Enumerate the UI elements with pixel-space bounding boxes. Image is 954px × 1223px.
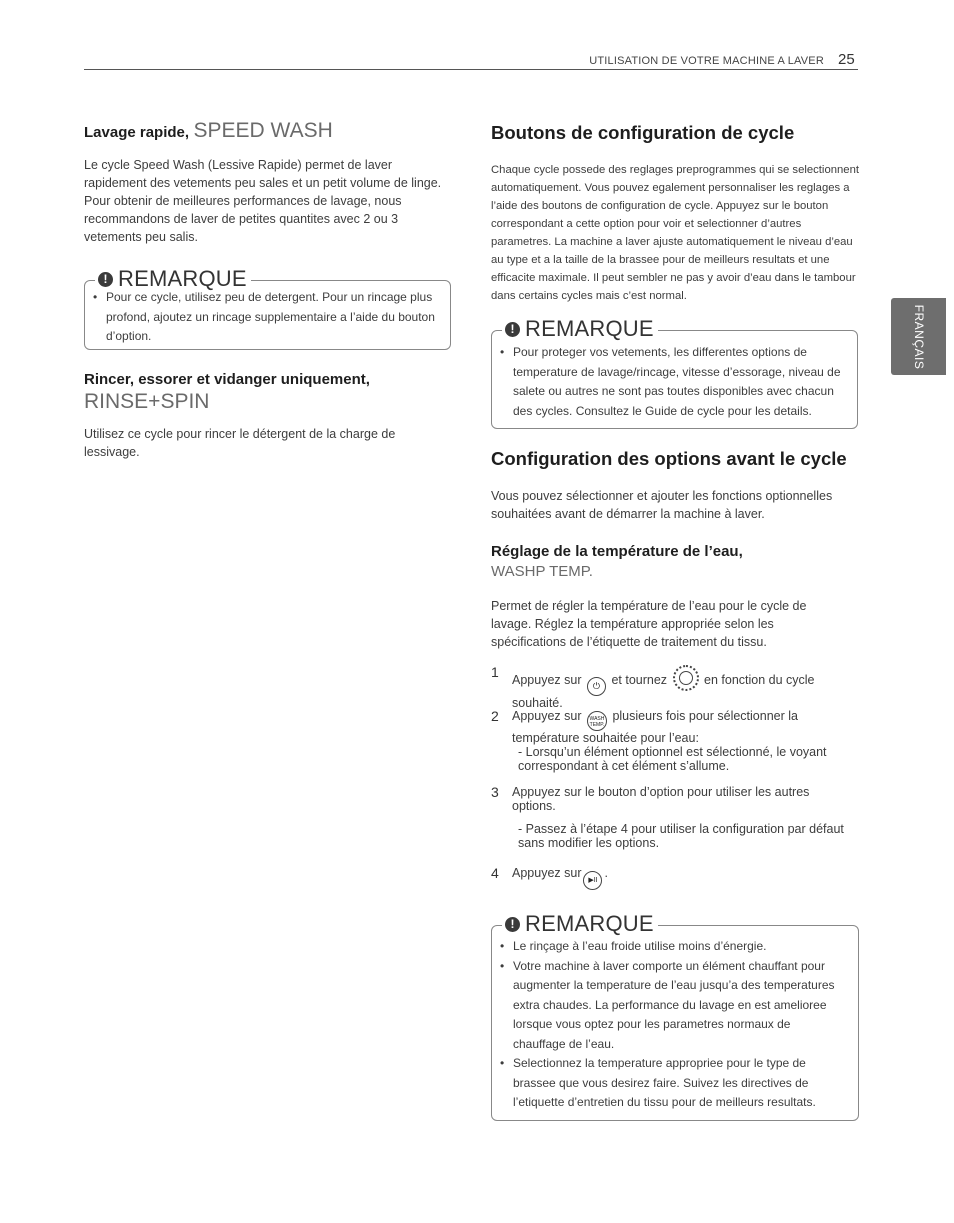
step-1-text-b: et tournez — [611, 673, 668, 687]
note-3-item: • Votre machine à laver comporte un élément chauffant pour augmenter la temperature de l’eau jusqu’a des temperatures extra chaudes. La performance du lavage en est amelioree lorsque vous optez pour les parametres normaux de chauffage de l’eau. — [499, 957, 844, 1055]
note-3-item: • Le rinçage à l’eau froide utilise moins d’énergie. — [499, 937, 844, 957]
config-options-body: Vous pouvez sélectionner et ajouter les fonctions optionnelles souhaitées avant de démarrer la machine à laver. — [491, 489, 833, 521]
step-2-text-a: Appuyez sur — [512, 709, 582, 723]
config-options-heading: Configuration des options avant le cycle — [491, 448, 847, 469]
exclamation-icon: ! — [98, 272, 113, 287]
step-1-text — [512, 665, 842, 710]
step-2 — [491, 709, 861, 779]
speed-wash-heading — [84, 119, 454, 143]
note-1-item: • Pour ce cycle, utilisez peu de detergent. Pour un rincage plus profond, ajoutez un rincage supplementaire a l’aide du bouton d’option. — [92, 288, 442, 347]
step-1-text-a: Appuyez sur — [512, 673, 582, 687]
start-pause-button-icon: ▶II — [583, 871, 602, 890]
note-3-item: • Selectionnez la temperature appropriee pour le type de brassee que vous desirez faire. Suivez les directives de l’etiquette d’entretien du tissu pour de meilleurs resultats. — [499, 1054, 844, 1113]
note-1-title: REMARQUE — [118, 266, 247, 291]
step-1-text-c: en fonction du cycle souhaité. — [512, 673, 815, 710]
step-4 — [491, 866, 861, 886]
step-2-number: 2 — [491, 708, 499, 724]
step-2-text-b: plusieurs fois pour sélectionner la température souhaitée pour l’eau: — [512, 709, 798, 745]
note-1-list — [92, 288, 442, 347]
header-divider — [84, 69, 858, 70]
step-4-text-b: . — [604, 866, 608, 880]
note-2-list — [499, 343, 849, 421]
exclamation-icon: ! — [505, 322, 520, 337]
step-3-subnote: - Passez à l’étape 4 pour utiliser la configuration par défaut sans modifier les options. — [518, 822, 844, 850]
step-4-text-a: Appuyez sur — [512, 866, 582, 880]
config-buttons-heading: Boutons de configuration de cycle — [491, 122, 795, 143]
water-temp-heading-bold: Réglage de la température de l’eau, — [491, 543, 743, 560]
step-3 — [491, 785, 861, 855]
page-number: 25 — [838, 51, 855, 68]
step-4-text — [512, 866, 842, 890]
rinse-spin-heading — [84, 370, 454, 414]
step-1 — [491, 664, 861, 710]
step-4-number: 4 — [491, 865, 499, 881]
language-tab-label: FRANÇAIS — [911, 304, 926, 369]
note-2-header — [502, 317, 658, 341]
water-temp-heading-light: WASHP TEMP. — [491, 563, 593, 580]
power-button-icon: ⏻ — [587, 677, 606, 696]
cycle-dial-icon — [673, 665, 699, 691]
exclamation-icon: ! — [505, 917, 520, 932]
note-3-list — [499, 937, 844, 1113]
speed-wash-heading-light: SPEED WASH — [193, 119, 333, 142]
note-box-1 — [84, 266, 451, 350]
step-2-subnote: - Lorsqu’un élément optionnel est sélectionné, le voyant correspondant à cet élément s’allume. — [518, 745, 827, 773]
rinse-spin-body: Utilisez ce cycle pour rincer le détergent de la charge de lessivage. — [84, 427, 396, 459]
note-box-2 — [491, 316, 858, 429]
step-1-number: 1 — [491, 664, 499, 680]
step-3-number: 3 — [491, 784, 499, 800]
note-3-header — [502, 912, 658, 936]
rinse-spin-heading-bold: Rincer, essorer et vidanger uniquement, — [84, 371, 370, 388]
header-title: UTILISATION DE VOTRE MACHINE A LAVER — [589, 55, 824, 67]
water-temp-body: Permet de régler la température de l’eau pour le cycle de lavage. Réglez la température appropriée selon les spécifications de l’étiquette de traitement du tissu. — [491, 599, 807, 649]
wash-temp-button-icon: WASH TEMP. — [587, 711, 607, 731]
language-tab — [891, 298, 946, 375]
note-2-item: • Pour proteger vos vetements, les differentes options de temperature de lavage/rincage, vitesse d’essorage, niveau de salete ou autres ne sont pas toutes disponibles avec chacun des cycles. Consultez le Guide de cycle pour les details. — [499, 343, 849, 421]
water-temp-heading — [491, 542, 861, 582]
note-3-title: REMARQUE — [525, 911, 654, 936]
config-buttons-body: Chaque cycle possede des reglages preprogrammes qui se selectionnent automatiquement. Vous pouvez egalement personnaliser les reglages a l’aide des boutons de configuration de cycle. Appuyez sur le bouton correspondant a cette option pour voir et selectionner d’autres parametres. La machine a laver ajuste automatiquement le niveau d’eau au type et a la taille de la brassee pour de meilleurs resultats et une efficacite maximale. Il peut sembler ne pas y avoir d’eau dans le tambour dans certains cycles mais c’est normal. — [491, 164, 859, 302]
speed-wash-heading-bold: Lavage rapide, — [84, 124, 190, 141]
rinse-spin-heading-light: RINSE+SPIN — [84, 390, 210, 413]
note-box-3 — [491, 911, 859, 1121]
note-2-title: REMARQUE — [525, 316, 654, 341]
step-3-text: Appuyez sur le bouton d’option pour utiliser les autres options. — [512, 785, 810, 813]
step-2-text — [512, 709, 842, 745]
speed-wash-body: Le cycle Speed Wash (Lessive Rapide) permet de laver rapidement des vetements peu sales et un petit volume de linge. Pour obtenir de meilleures performances de lavage, nous recommandons de laver de petites quantites avec 2 ou 3 vetements peu salis. — [84, 158, 442, 244]
